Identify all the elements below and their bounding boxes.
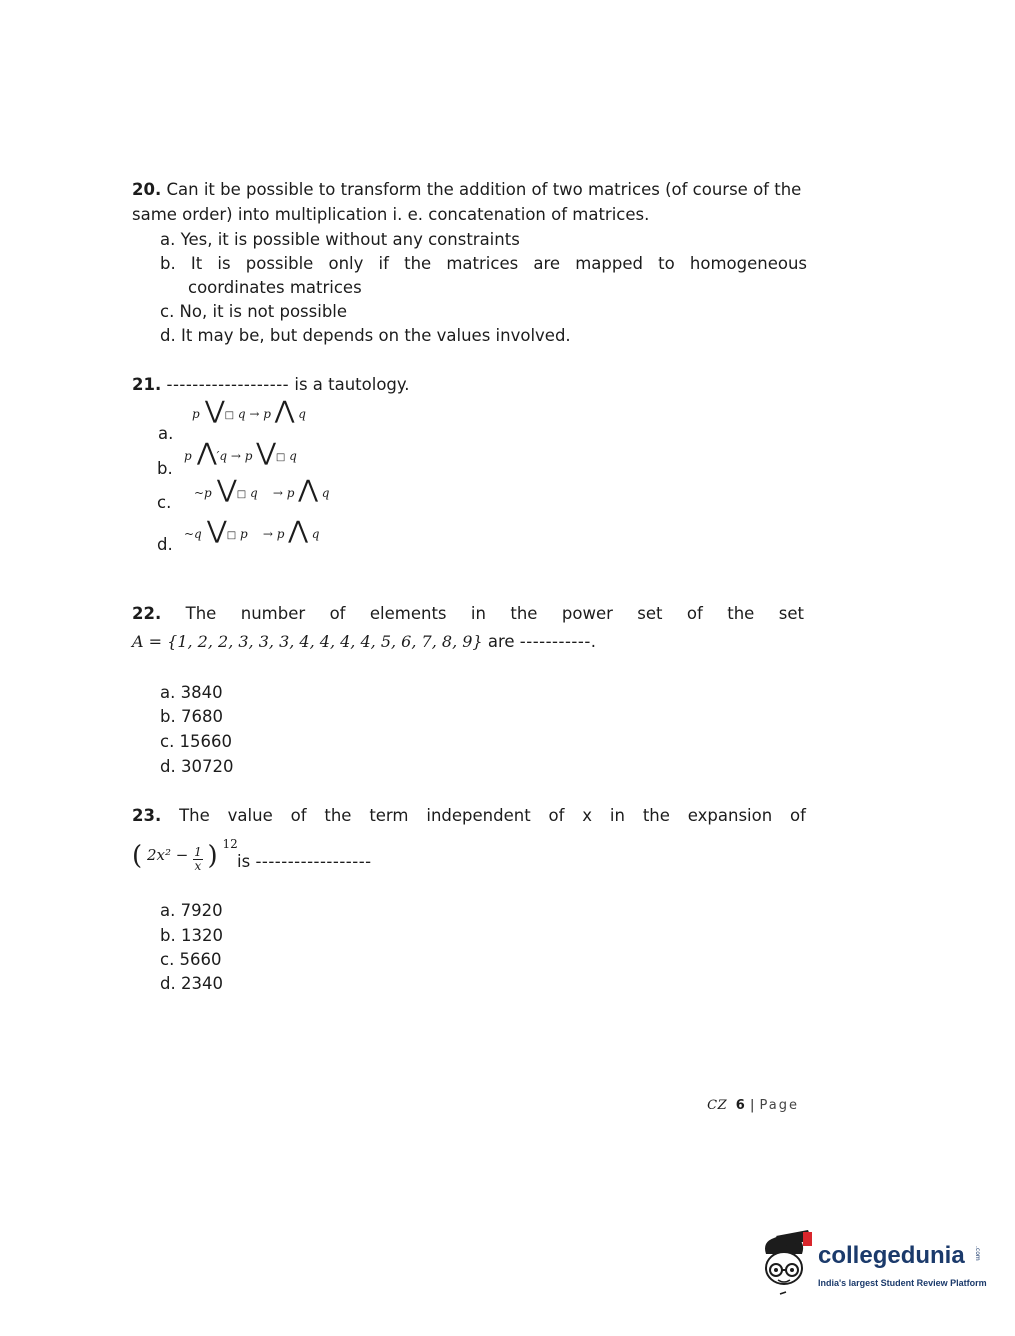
question-22-word: of bbox=[329, 604, 346, 623]
question-23 bbox=[132, 804, 806, 829]
question-22-line-2 bbox=[132, 630, 597, 654]
question-22-tail: are bbox=[487, 632, 515, 651]
question-22-word: power bbox=[561, 604, 613, 623]
question-20-number: 20. bbox=[132, 180, 162, 199]
logo-brand-text: collegedunia bbox=[818, 1242, 965, 1269]
question-22-number: 22. bbox=[132, 604, 162, 623]
question-23-word: of bbox=[290, 806, 307, 825]
question-20 bbox=[132, 178, 808, 227]
question-21-option-a-label: a. bbox=[158, 424, 174, 443]
footer-page-label: Page bbox=[759, 1098, 799, 1113]
question-23-option-d: d. 2340 bbox=[160, 974, 223, 993]
footer-code: CZ bbox=[707, 1098, 728, 1113]
question-23-word: The bbox=[179, 806, 210, 825]
question-21 bbox=[132, 373, 808, 398]
question-22-word: the bbox=[727, 604, 755, 623]
question-23-line-2 bbox=[237, 850, 372, 874]
question-23-word: the bbox=[642, 806, 670, 825]
question-22-word: of bbox=[686, 604, 703, 623]
question-23-word: independent bbox=[426, 806, 531, 825]
question-21-number: 21. bbox=[132, 375, 162, 394]
question-21-option-d-label: d. bbox=[157, 535, 173, 554]
question-21-option-c-label: c. bbox=[157, 493, 172, 512]
question-22-word: the bbox=[510, 604, 538, 623]
question-23-word: term bbox=[369, 806, 409, 825]
question-20-option-b: b. It is possible only if the matrices are mapped to homogeneous bbox=[160, 254, 807, 273]
question-23-word: in bbox=[609, 806, 625, 825]
question-23-word: value bbox=[227, 806, 273, 825]
question-23-word: of bbox=[790, 806, 806, 825]
question-21-option-b-formula: p ⋀′q → p ⋁□ q bbox=[184, 438, 297, 466]
question-23-word: the bbox=[324, 806, 352, 825]
question-23-word: expansion bbox=[687, 806, 773, 825]
question-21-option-c-formula: ~p ⋁□ q → p ⋀ q bbox=[194, 475, 330, 503]
question-22-word: number bbox=[240, 604, 306, 623]
question-20-option-c: c. No, it is not possible bbox=[160, 302, 348, 321]
question-23-option-a: a. 7920 bbox=[160, 901, 223, 920]
question-22-option-d: d. 30720 bbox=[160, 757, 234, 776]
collegedunia-logo bbox=[756, 1228, 996, 1298]
question-22-word: set bbox=[637, 604, 663, 623]
question-23-option-c: c. 5660 bbox=[160, 950, 222, 969]
question-21-option-d-formula: ~q ⋁□ p → p ⋀ q bbox=[184, 516, 320, 544]
question-23-fraction bbox=[193, 846, 203, 873]
question-21-text: is a tautology. bbox=[294, 375, 410, 394]
question-22-word: elements bbox=[369, 604, 447, 623]
question-23-expression-base: 2x² bbox=[146, 846, 171, 864]
footer-separator: | bbox=[749, 1098, 755, 1113]
question-20-option-a: a. Yes, it is possible without any constraints bbox=[160, 230, 520, 249]
question-21-option-b-label: b. bbox=[157, 459, 173, 478]
question-21-option-a-formula: p ⋁□ q → p ⋀ q bbox=[192, 396, 306, 424]
question-23-word: x bbox=[582, 806, 593, 825]
question-23-blank: ------------------ bbox=[255, 852, 372, 871]
question-21-blank: ------------------- bbox=[166, 375, 290, 394]
logo-suffix: .com bbox=[974, 1246, 981, 1261]
question-22 bbox=[132, 602, 804, 627]
question-22-option-b: b. 7680 bbox=[160, 707, 223, 726]
question-22-word: The bbox=[185, 604, 217, 623]
footer-page-number: 6 bbox=[735, 1098, 746, 1113]
mascot-icon bbox=[756, 1228, 816, 1296]
question-20-text: Can it be possible to transform the addition of two matrices (of course of the same order) into multiplication i. e. concatenation of matrices. bbox=[132, 180, 802, 224]
logo-tagline: India's largest Student Review Platform bbox=[818, 1278, 987, 1288]
question-23-number: 23. bbox=[132, 806, 162, 825]
question-23-expression-power: 12 bbox=[222, 837, 238, 851]
question-23-expression: ( 2x² − $\frac{1}{x}$ ) $^{12}$ bbox=[132, 837, 238, 873]
question-22-word: set bbox=[778, 604, 804, 623]
question-22-option-c: c. 15660 bbox=[160, 732, 233, 751]
question-23-option-b: b. 1320 bbox=[160, 926, 223, 945]
question-22-option-a: a. 3840 bbox=[160, 683, 223, 702]
question-23-word: of bbox=[548, 806, 565, 825]
question-22-blank: -----------. bbox=[519, 632, 597, 651]
question-20-option-b-continued: coordinates matrices bbox=[188, 278, 362, 297]
question-23-fraction-denominator: x bbox=[194, 859, 202, 873]
question-22-set-expression: A = {1, 2, 2, 3, 3, 3, 4, 4, 4, 4, 5, 6, 7, 8, 9} bbox=[132, 632, 483, 651]
page-footer bbox=[707, 1098, 799, 1113]
question-23-tail: is bbox=[237, 852, 251, 871]
question-22-word: in bbox=[470, 604, 486, 623]
question-20-option-d: d. It may be, but depends on the values involved. bbox=[160, 326, 571, 345]
question-23-fraction-numerator: 1 bbox=[194, 845, 202, 859]
